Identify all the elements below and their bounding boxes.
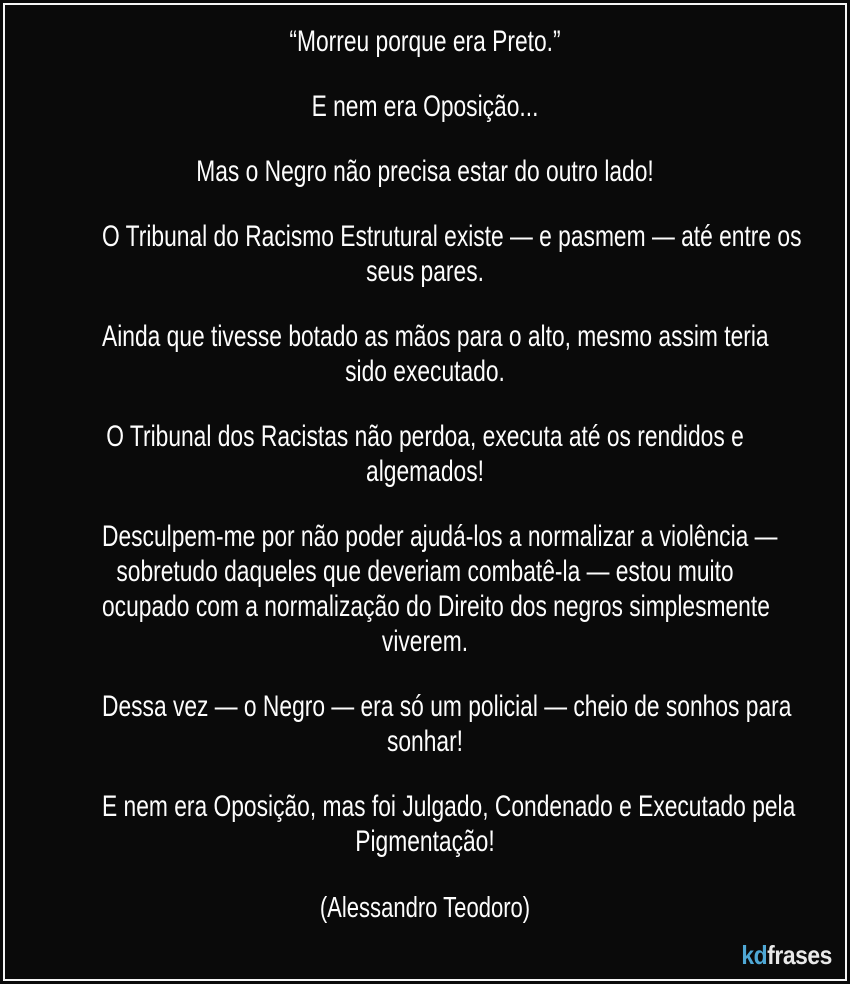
quote-line: sonhar!	[386, 725, 464, 758]
kdfrases-logo	[741, 941, 832, 969]
quote-line: sido executado.	[345, 355, 505, 388]
quote-line: Pigmentação!	[355, 825, 495, 858]
logo-kd-text: kd	[741, 940, 768, 970]
quote-line: E nem era Oposição, mas foi Julgado, Condenado e Executado pela	[102, 790, 796, 823]
quote-line: Dessa vez — o Negro — era só um policial — cheio de sonhos para	[102, 690, 792, 723]
quote-line: seus pares.	[366, 255, 484, 288]
quote-paragraph	[102, 519, 778, 659]
quote-paragraph	[102, 219, 802, 289]
quote-line: viverem.	[381, 625, 469, 658]
quote-line: E nem era Oposição...	[311, 90, 539, 123]
quote-line: Desculpem-me por não poder ajudá-los a normalizar a violência —	[102, 520, 778, 553]
quote-text-inner	[102, 24, 802, 926]
quote-line: O Tribunal dos Racistas não perdoa, executa até os rendidos e	[106, 420, 744, 453]
quote-paragraph	[102, 789, 796, 859]
quote-line: Mas o Negro não precisa estar do outro lado!	[196, 155, 654, 188]
logo-frases-text: frases	[767, 940, 832, 970]
quote-line: ocupado com a normalização do Direito dos negros simplesmente	[102, 590, 770, 623]
quote-line: O Tribunal do Racismo Estrutural existe — e pasmem — até entre os	[102, 220, 802, 253]
quote-text-block	[0, 24, 850, 926]
quote-paragraph	[102, 24, 748, 59]
attribution-text: (Alessandro Teodoro)	[319, 892, 531, 924]
quote-paragraph	[102, 154, 748, 189]
quote-paragraph	[102, 89, 748, 124]
quote-line: sobretudo daqueles que deveriam combatê-la — estou muito	[116, 555, 734, 588]
quote-line: algemados!	[366, 455, 484, 488]
quote-attribution	[102, 891, 748, 926]
quote-paragraph	[102, 419, 748, 489]
quote-paragraph	[102, 689, 792, 759]
quote-line: Ainda que tivesse botado as mãos para o alto, mesmo assim teria	[102, 320, 769, 353]
quote-paragraph	[102, 319, 769, 389]
quote-line: “Morreu porque era Preto.”	[289, 25, 561, 58]
